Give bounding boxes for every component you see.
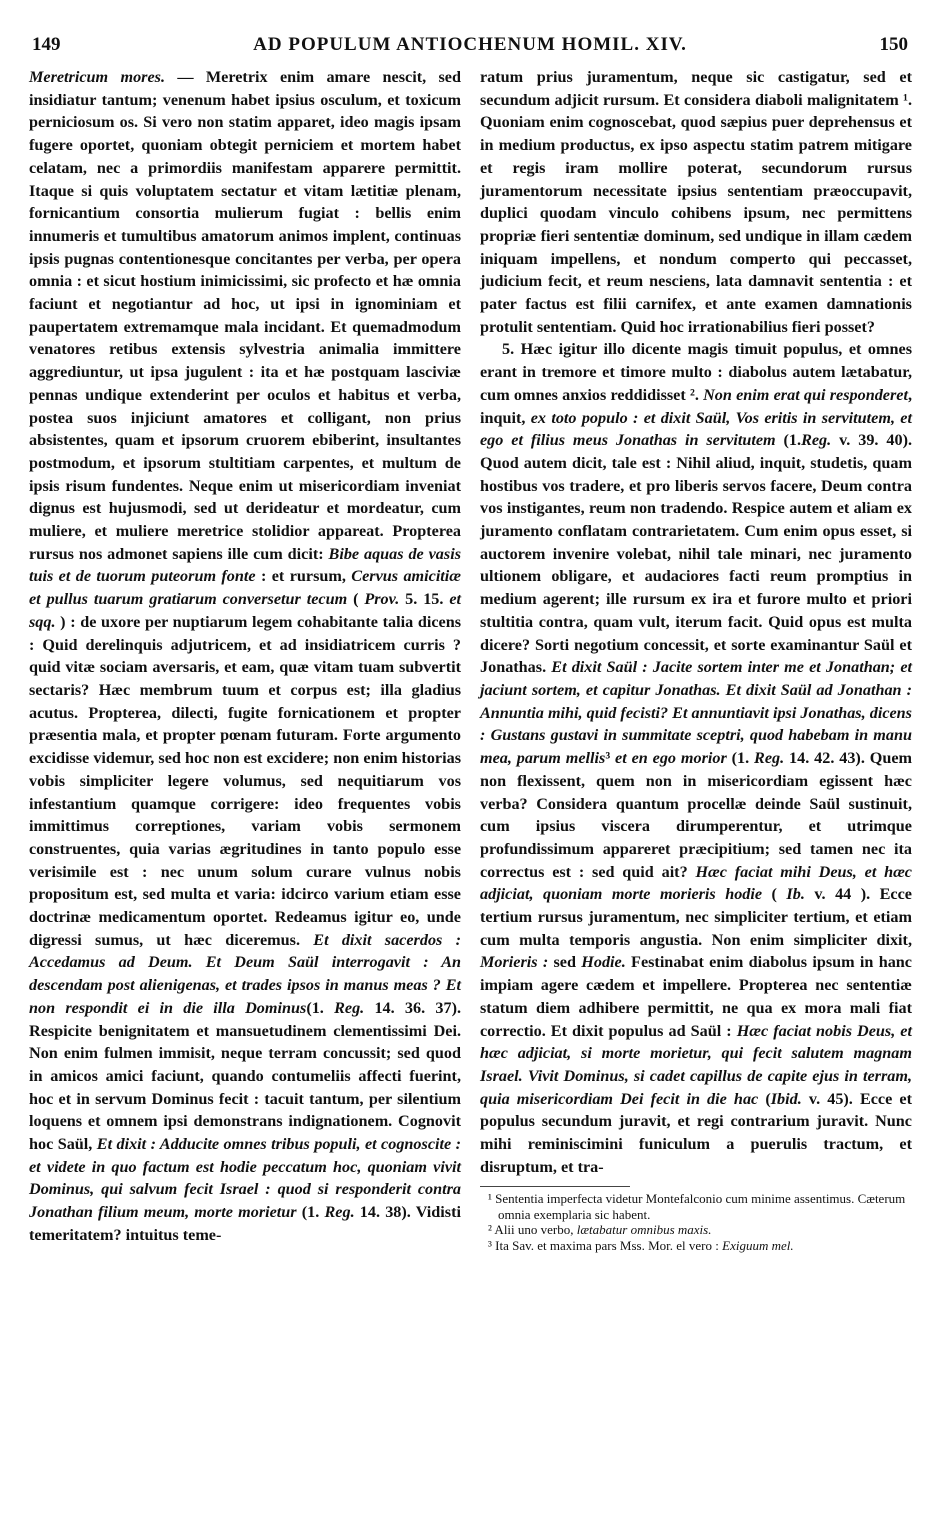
text-run: (1. [306,998,335,1017]
right-column [480,66,912,1253]
citation-ref: Reg. [801,431,832,450]
citation-ref: Reg. [334,998,365,1017]
quotation: Et dixit Saül : Jacite sortem inter me et Jonathan; et jaciunt sortem, et capitur Jonathas. Et dixit Saül ad Jonathan : Annuntia mihi, quid fecisti? Et annuntiavit ipsi Jonathas, dicens : Gustans gustavi in summitate sceptri, quod habebam in manu mea, parum mellis [480,658,913,768]
footnote-marker: ³ [605,749,611,768]
footnote-1: ¹ Sententia imperfecta videtur Montefalconio cum minime assentimus. Cæterum omnia exemplaria sic habent. [488,1191,906,1222]
citation-ref: Reg. [324,1203,355,1222]
text-run: 5. Hæc igitur illo dicente magis timuit populus, et omnes erant in tremore et timore multo : diabolus autem lætabatur, cum omnes anxios reddidisset [480,340,912,404]
quotation: Hæc faciat mihi Deus, et hæc adjiciat, quoniam morte morieris hodie [480,862,912,904]
paragraph [480,338,912,1178]
paragraph [480,66,912,338]
running-title: AD POPULUM ANTIOCHENUM HOMIL. XIV. [253,34,687,55]
text-run: ratum prius juramentum, neque sic castigatur, sed et secundum adjicit rursum. Et considera diaboli malignitatem [480,68,912,109]
quotation: Cervus amicitiæ et pullus tuarum gratiarum conversetur tecum [29,567,461,609]
text-run: ( [762,885,787,904]
text-run: 5. 15. [399,590,450,609]
text-run: ( [347,590,365,609]
text-run: (1. [726,749,755,768]
text-run: sed [548,953,582,972]
text-run: v. 44 ). Ecce tertium rursus juramentum, nec simpliciter tertium, et etiam cum multa temporis angustia. Non enim simpliciter dixit, [480,885,912,949]
quotation: Hodie. [581,953,626,972]
text-run: . Quoniam enim cognoscebat, quod sæpius puer deprehensus et in medium productus, ex ipso aspectu statim patrem mitigare et regis iram mollire poterat, secundorum rursus juramentorum necessitate ipsius sententiam præoccupavit, duplici quodam vinculo cohibens ipsum, nec permittens propriæ fieri sententiæ dominum, sed undique in illam cædem iniquam impellens, et nondum comperto qui peccasset, judicium fecit, et reum nesciens, lata damnavit sententia : et pater factus est filii carnifex, et ante examen damnationis protulit sententiam. Quid hoc irrationabilius fieri posset? [480,90,912,336]
footnote-rule [480,1186,630,1187]
page-number-right: 150 [879,34,908,55]
text-run: 14. 38). Vidisti temeritatem? intuitus teme- [29,1203,461,1244]
left-column [29,66,461,1247]
footnote-marker: ¹ [903,90,908,109]
quotation: ex toto populo : et dixit Saül, Vos eritis in servitutem, et ego et filius meus Jonathas in servitutem [480,408,912,450]
footnote-marker: ² [689,385,695,404]
text-run: , inquit, [480,385,913,427]
running-header [28,34,912,60]
page-number-left: 149 [32,34,61,55]
quotation: Hæc faciat nobis Deus, et hæc adjiciat, si morte morietur, qui fecit salutem magnam Israel. Vivit Dominus, si cadet capillus de capite ejus in terram, quia misericordiam Dei fecit in die hac [480,1021,912,1108]
footnote-3 [480,1238,912,1254]
footnote-2 [480,1222,912,1238]
text-run: (1. [296,1203,325,1222]
citation-ref: Ibid. [770,1089,802,1108]
quotation: Exiguum mel. [722,1237,794,1253]
text-run: 14. 42. 43). Quem non flexissent, quem non in misericordiam egissent hæc verba? Considera quantum procellæ deinde Saül sustinuit, cum ipsius viscera dirumperentur, et utrimque profundissimum appareret præcipitium; sed tamen nec ita correctus est : sed quid ait? [480,749,913,881]
side-heading: Meretricum mores. [29,68,165,86]
text-run: — Meretrix enim amare nescit, sed insidiatur tantum; venenum habet ipsius osculum, et toxicum perniciosum os. Si vero non statim apparet, ideo magis ipsam fugere oportet, quoniam obtegit perniciem et mortem habet celatam, nec a primordiis manifestam apparere permittit. Itaque si quis voluptatem sectatur et vitam lætitiæ plenam, fornicantium consortia mulierum fugiat : bellis enim innumeris et tumultibus amatorum animos implent, continuas ipsis pugnas contentionesque concitantes per verba, per opera omnia : et sicut hostium inimicissimi, sic profecto et hæ omnia faciunt et negotiantur ad hoc, ut ipsi in ignominiam et paupertatem extremamque mala incidant. Et quemadmodum venatores retibus extensis sylvestria animalia immittere aggrediuntur, ut ipsa jugulent : ita et hæ postquam lasciviæ pennas undique extenderint per oculos et habitus et verba, postea suos injiciunt amatores et colligant, non prius absistentes, quam et ipsorum cruorem ebiberint, insultantes postmodum, et ipsorum stultitiam carpentes, et multum de ipsis risum fundentes. Neque enim ut misericordiam inveniat dignus est hujusmodi, sed ut derideatur et mordeatur, cum muliere, et muliere meretrice stolidior appareat. Propterea rursus nos admonet sapiens ille cum dicit: [29,68,461,563]
quotation: Et dixit sacerdos : Accedamus ad Deum. Et Deum Saül interrogavit : An descendam post alienigenas, et trades ipsos in manus meas ? Et non respondit ei in die illa Dominus [29,930,461,1017]
citation-ref: Ib. [786,885,805,904]
citation-ref: et sqq. [29,590,462,631]
quotation: Bibe aquas de vasis tuis et de tuorum puteorum fonte [29,544,461,586]
text-run: ( [758,1089,771,1108]
text-run: (1. [775,431,802,450]
text-run: ³ Ita Sav. et maxima pars Mss. Mor. el vero : [488,1237,723,1253]
citation-ref: Prov. [364,590,400,609]
quotation: lætabatur omnibus maxis. [576,1222,712,1238]
text-run: Festinabat enim diabolus ipsum in hanc impiam agere cædem et impellere. Propterea nec sententiæ statum diem adhibere permittit, ne qua ex mora mali fiat correctio. Et dixit populus ad Saül : [480,953,912,1040]
text-run: : et rursum, [255,567,352,586]
quotation: et en ego morior [610,749,727,768]
text-run: . [694,385,704,404]
text-run: 14. 36. 37). Respicite benignitatem et mansuetudinem clementissimi Dei. Non enim fulmen immisit, neque terram concussit; sed quod in amicos amici faciunt, quando contumeliis affecti fuerint, hoc et in servum Dominus fecit : tacuit tantum, per silentium loquens et omnem ipsi demonstrans indignationem. Cognovit hoc Saül, [29,998,462,1154]
text-run: v. 39. 40). Quod autem dicit, tale est : Nihil aliud, inquit, studetis, quam hostibus vos tradere, et pro liberis servos facere, Deum contra vos instigantes, reum non tradendo. Respice autem et aliam ex juramento conflatam contrarietatem. Cum enim opus esset, si auctorem invenire volebat, nihil tale minari, nec juramento ultionem obligare, et audaciores facti reum promptius in medium agerent; ille rursum ex ira et furore multo et priori stultitia contra, quam vult, iterum facit. Quid opus est multa dicere? Sorti negotium concessit, et sorte examinantur Saül et Jonathas. [480,431,913,677]
quotation: Et dixit : Adducite omnes tribus populi, et cognoscite : et videte in quo factum est hodie peccatum hoc, quoniam vivit Dominus, qui salvum fecit Israel : quod si responderit contra Jonathan filium meum, morte morietur [29,1135,461,1222]
paragraph [29,66,461,1247]
quotation: Non enim erat qui responderet [703,385,908,404]
text-run: v. 45). Ecce et populus secundum juravit, et regi contrarium juravit. Nunc mihi reminiscimini funiculum a puerulis tractum, et disruptum, et tra- [480,1089,912,1176]
text-run: ² Alii uno verbo, [488,1222,577,1238]
text-run: ) : de uxore per nuptiarum legem cohabitante talia dicens : Quid derelinquis adjutricem, et ad insidiatricem curris ? quid vitæ sociam aversaris, et eam, quæ vitam tuam subvertit sectaris? Hæc membrum tuum et corpus est; illa gladius acutus. Propterea, dilecti, fugite fornicationem et propter præsentia mala, et propter pœnam futuram. Forte argumento excidisse videmur, sed hoc non est excidere; non enim historias vobis simpliciter legere volumus, sed nequitiarum vos infestantium quamque corrigere: ideo frequentes vobis immittimus correptiones, variam vobis sermonem construentes, quia varias ægritudines in tanto populo esse verisimile est : nec unum solum curare vulnus nobis propositum est, sed multa et varia: idcirco varium etiam esse doctrinæ medicamentum oportet. Redeamus igitur eo, unde digressi sumus, ut hæc diceremus. [29,612,461,949]
footnotes [480,1191,912,1253]
quotation: Morieris : [480,953,549,972]
citation-ref: Reg. [754,749,785,768]
